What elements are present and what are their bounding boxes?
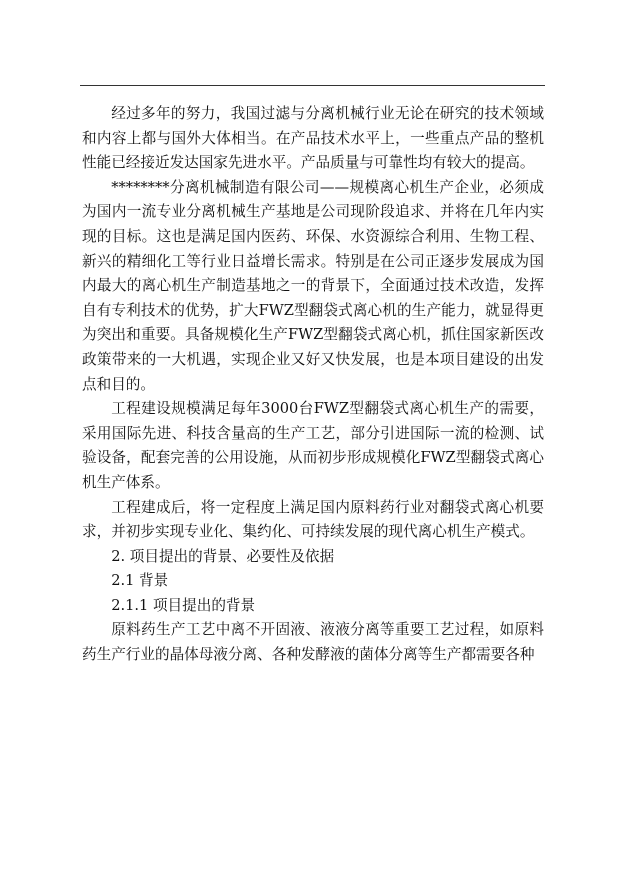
paragraph-construction-scale: 工程建设规模满足每年3000台FWZ型翻袋式离心机生产的需要，采用国际先进、科技含量高的生产工艺，部分引进国际一流的检测、试验设备，配套完善的公用设施，从而初步形成规模化FWZ型翻袋式离心机生产体系。 xyxy=(82,400,544,491)
paragraph-company-goal: ********分离机械制造有限公司——规模离心机生产企业，必须成为国内一流专业分离机械生产基地是公司现阶段追求、并将在几年内实现的目标。这也是满足国内医药、环保、水资源综合利用、生物工程、新兴的精细化工等行业日益增长需求。特别是在公司正逐步发展成为国内最大的离心机生产制造基地之一的背景下，全面通过技术改造，发挥自有专利技术的优势，扩大FWZ型翻袋式离心机的生产能力，就显得更为突出和重要。具备规模化生产FWZ型翻袋式离心机，抓住国家新医改政策带来的一大机遇，实现企业又好又快发展，也是本项目建设的出发点和目的。 xyxy=(82,178,544,393)
section-heading-2-1-1: 2.1.1 项目提出的背景 xyxy=(111,596,256,614)
paragraph-after-completion: 工程建成后，将一定程度上满足国内原料药行业对翻袋式离心机要求，并初步实现专业化、集约化、可持续发展的现代离心机生产模式。 xyxy=(82,498,544,541)
section-heading-2-1: 2.1 背景 xyxy=(111,572,169,590)
paragraph-industry-level: 经过多年的努力，我国过滤与分离机械行业无论在研究的技术领域和内容上都与国外大体相当。在产品技术水平上，一些重点产品的整机性能已经接近发达国家先进水平。产品质量与可靠性均有较大的提高。 xyxy=(82,105,544,172)
header-rule xyxy=(80,85,545,86)
paragraph-raw-material-process: 原料药生产工艺中离不开固液、液液分离等重要工艺过程，如原料药生产行业的晶体母液分离、各种发酵液的菌体分离等生产都需要各种 xyxy=(82,621,544,664)
section-heading-2: 2. 项目提出的背景、必要性及依据 xyxy=(111,547,335,565)
document-body xyxy=(82,102,544,668)
